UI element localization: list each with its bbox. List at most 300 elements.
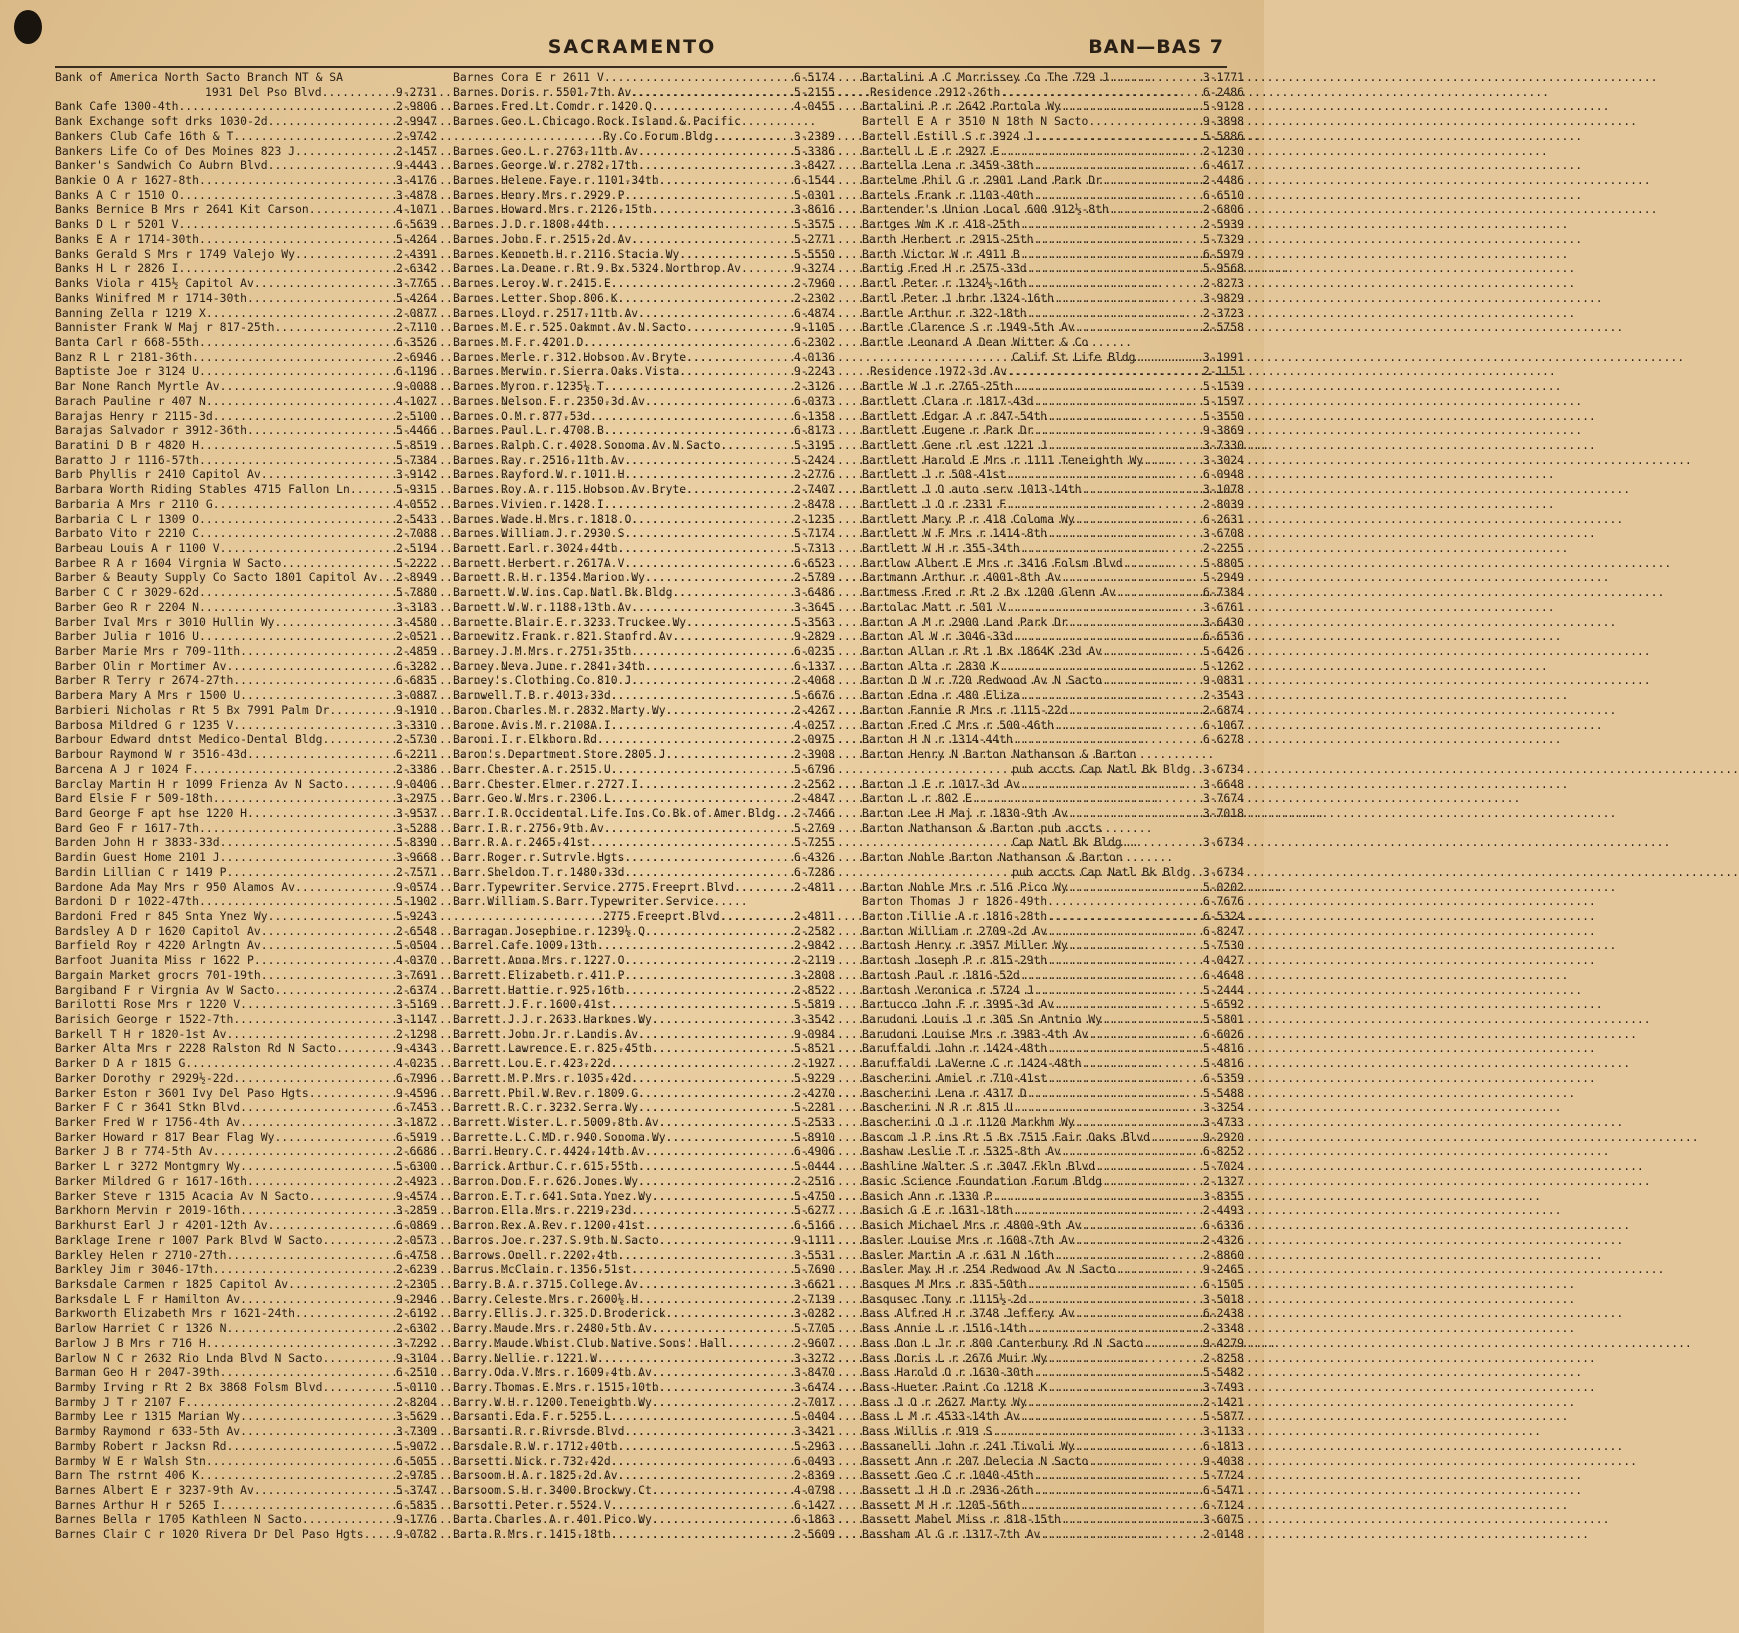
leader-dots [638,1174,794,1189]
leader-dots [226,1027,395,1042]
listing-name: Barnes Clair C r 1020 Rivera Dr Del Paso Hgts [55,1527,364,1542]
leader-dots [638,777,794,792]
listing-entry [55,1527,437,1542]
listing-name: Baratto J r 1116-57th [55,452,200,467]
phone-number: 2-4326 [1202,1232,1244,1247]
leader-dots [992,1424,1203,1439]
phone-number: 9-3274 [793,261,835,276]
listing-entry [55,306,437,321]
listing-name: Barnette Blair E r 3233 Truckee Wy [453,614,687,629]
leader-dots [233,1012,396,1027]
phone-number: 2-4486 [1202,173,1244,188]
listing-entry [55,1409,437,1424]
listing-entry [55,747,437,762]
phone-number: 5-1539 [1202,379,1244,394]
listing-entry [55,438,437,453]
phone-number: 2-7088 [395,526,437,541]
listing-name: Barbera Mary A Mrs r 1500 U [55,688,241,703]
leader-dots [226,865,395,880]
leader-dots [775,806,794,821]
listing-name: Barmby Raymond r 633-5th Av [55,1424,241,1439]
listing-entry [453,1336,835,1351]
phone-number: 6-1813 [1202,1438,1244,1453]
phone-number: 9-0088 [395,379,437,394]
phone-number: 5-2769 [793,820,835,835]
listing-name: Barfield Roy r 4220 Arlngtn Av [55,938,261,953]
listing-name: Barnes Henry Mrs r 2929 P [453,187,625,202]
listing-name: Barton Edna r 480 Eliza [862,688,1020,703]
leader-dots [1047,909,1203,924]
listing-name: Barmby J T r 2107 F [55,1394,186,1409]
listing-name: Barudoni Louis J r 305 Sn Antnio Wy [862,1012,1103,1026]
listing-entry [55,556,437,571]
leader-dots [199,364,396,379]
phone-number: 2-0521 [395,629,437,644]
listing-entry [55,1336,437,1351]
listing-name: Barton L r 802 E [862,791,972,806]
listing-entry [55,350,437,365]
listing-entry [862,791,1244,806]
listing-entry [453,747,835,762]
phone-number: 5-2281 [793,1100,835,1115]
listing-name: Bassett Ann r 207 Delecia N Sacto [862,1453,1089,1468]
listing-entry [862,570,1244,585]
listing-name: Bassett Mabel Miss r 818-15th [862,1512,1061,1527]
leader-dots [1075,1233,1203,1248]
phone-number: 5-7705 [793,1321,835,1336]
phone-number: 4-0235 [395,1056,437,1071]
listing-entry [862,1512,1244,1527]
listing-name: Bartender's Union Local 600 912½-8th [862,202,1109,217]
listing-name: Barton Fred C Mrs r 500-46th [862,717,1055,732]
listing-entry [55,526,437,541]
listing-name: Bartella Lena r 3459-38th [862,158,1034,173]
leader-dots [199,821,396,836]
leader-dots [240,688,396,703]
leader-dots [261,924,396,939]
listing-entry [453,1512,835,1527]
listing-name: Barrett J F r 1600-41st [453,997,611,1012]
listing-entry [453,1498,835,1513]
leader-dots [652,1321,794,1336]
listing-line: Barnes Geo L Chicago Rock Island & Pacific [453,114,742,129]
leader-dots [631,644,794,659]
phone-number: 5-7690 [793,1262,835,1277]
listing-entry [862,541,1244,556]
leader-dots [686,320,794,335]
phone-number: 5-3550 [1202,408,1244,423]
listing-name: Bartges Wm K r 418-25th [862,217,1020,232]
phone-number: 3-5169 [395,997,437,1012]
leader-dots [1054,291,1203,306]
listing-name: Bass Don L Jr r 800 Canterbury Rd N Sacto [862,1335,1144,1350]
listing-name: Barker Howard r 817 Bear Flag Wy [55,1129,275,1144]
listing-entry [55,1027,437,1042]
listing-entry [453,762,835,777]
listing-name: Bardoni D r 1022-47th [55,894,200,909]
leader-dots [247,423,396,438]
leader-dots [734,880,794,895]
leader-dots [631,600,794,615]
leader-dots [199,438,396,453]
leader-dots [645,570,794,585]
listing-name: Barbosa Mildred G r 1235 V [55,717,234,732]
listing-name: Barisich George r 1522-7th [55,1012,234,1026]
phone-number: 6-2302 [793,334,835,349]
listing-entry [862,762,1244,777]
leader-dots [240,1292,396,1307]
listing-name: Barajas Salvador r 3912-36th [55,423,248,438]
leader-dots [666,1306,794,1321]
listing-entry [862,247,1244,262]
listing-name: Bartlett J O auto serv 1013-14th [862,482,1082,497]
listing-name: Bar None Ranch Myrtle Av [55,379,220,394]
listing-entry [55,1071,437,1086]
listing-entry [862,997,1244,1012]
leader-dots [666,1130,794,1145]
listing-entry [453,202,835,217]
leader-dots [240,1115,396,1130]
listing-name: Barnett W W ins Cap Natl Bk Bldg [453,585,673,600]
leader-dots [1013,379,1203,394]
listing-entry [862,173,1244,188]
phone-number: 2-3386 [395,761,437,776]
listing-name: Barkell T H r 1820-1st Av [55,1026,227,1041]
leader-dots [1081,1056,1202,1071]
listing-name: Basques M Mrs r 835-50th [862,1276,1027,1291]
listing-name: Barnes La Deane r Rt 9 Bx 5324 Northrop Av [453,261,742,276]
listing-entry [453,909,835,924]
listing-name: Barnes Merwin r Sierra Oaks Vista [453,364,680,379]
listing-name: Barnes Nelson F r 2350-3d Av [453,393,646,408]
leader-dots [240,1409,396,1424]
listing-name: Bartell L E r 2927 E [862,143,1000,158]
listing-entry [453,1351,835,1366]
phone-number: 2-8258 [1202,1350,1244,1365]
listing-name: Bashline Walter S r 3047 Fkln Blvd [862,1159,1096,1174]
listing-name: Barber C C r 3029-62d [55,585,200,600]
listing-name: Bard Elsie F r 509-18th [55,791,213,806]
listing-name: 1931 Del Pso Blvd [205,84,322,99]
listing-name: Barton D W r 720 Redwood Av N Sacto [862,673,1103,688]
listing-entry [862,158,1244,173]
listing-entry [862,1056,1244,1071]
listing-entry [55,467,437,482]
leader-dots [1068,615,1203,630]
listing-name: Barry Oda V Mrs r 1609-4th Av [453,1365,652,1380]
phone-number: 5-5482 [1202,1365,1244,1380]
listing-name: Barnewitz Frank r 821 Stanfrd Av [453,629,673,644]
leader-dots [727,1336,794,1351]
phone-number: 3-7674 [1202,791,1244,806]
listing-entry [862,1027,1244,1042]
listing-entry [453,1056,835,1071]
leader-dots [268,1218,396,1233]
listing-entry [55,541,437,556]
listing-entry [862,306,1244,321]
phone-number: 5-0110 [395,1379,437,1394]
listing-name: Barton Thomas J r 1826-49th [862,894,1048,909]
listing-name: Bankie O A r 1627-8th [55,173,200,188]
phone-number: 9-4038 [1202,1453,1244,1468]
leader-dots [377,570,396,585]
leader-dots [713,129,794,144]
phone-number: 2-2562 [793,776,835,791]
leader-dots [659,1380,794,1395]
phone-number: 3-1991 [1202,349,1244,364]
listing-entry [453,1365,835,1380]
phone-number: 3-7292 [395,1335,437,1350]
listing-entry [55,1248,437,1263]
listing-name: Barber Geo R r 2204 N [55,599,200,614]
listing-entry [453,585,835,600]
city-title: SACRAMENTO [547,36,717,58]
leader-dots [611,1056,794,1071]
phone-number: 5-5886 [1202,128,1244,143]
leader-dots [972,791,1203,806]
phone-number: 5-7174 [793,526,835,541]
phone-number: 5-8519 [395,437,437,452]
leader-dots [1027,306,1203,321]
leader-dots [1075,320,1203,335]
listing-entry [862,1395,1244,1410]
listing-name: Basqusec Tony r 1115½-2d [862,1291,1027,1306]
phone-number: 6-4758 [395,1247,437,1262]
listing-entry [453,276,835,291]
leader-dots [624,953,793,968]
phone-number: 5-9229 [793,1070,835,1085]
listing-entry [862,1041,1244,1056]
phone-number: 2-2305 [395,1276,437,1291]
listing-entry [453,1262,835,1277]
leader-dots [199,629,396,644]
listing-name: Barrett John Jr r Landis Av [453,1026,639,1041]
phone-number: 2-9947 [395,114,437,129]
leader-dots [206,306,396,321]
phone-number: 4-0136 [793,349,835,364]
listing-entry [453,850,835,865]
phone-number: 6-5055 [395,1453,437,1468]
listing-name: Baratini D B r 4820 H [55,437,200,452]
listing-name: Banker's Sandwich Co Aubrn Blvd [55,158,268,173]
phone-number: 9-2731 [395,84,437,99]
phone-number: 2-8039 [1202,496,1244,511]
listing-name: Bartosh Paul r 1816-52d [862,967,1020,982]
phone-number: 2-8369 [793,1468,835,1483]
listing-entry [55,703,437,718]
listing-entry [453,1027,835,1042]
listing-name: Barnes George W r 2782-17th [453,158,639,173]
leader-dots [1007,364,1203,379]
listing-entry [862,1248,1244,1263]
phone-number: 5-3386 [793,143,835,158]
listing-name: Residence 2912-26th [870,84,1001,99]
listing-entry [453,1203,835,1218]
leader-dots [1088,1454,1203,1469]
listing-name: Baptiste Joe r 3124 U [55,364,200,379]
listing-entry [453,335,835,350]
listing-name: Barber Ival Mrs r 3010 Hullin Wy [55,614,275,629]
listing-name: Bascherini N R r 815 U [862,1100,1013,1115]
listing-name: Bartels Frank r 1103-40th [862,187,1034,202]
leader-dots [1020,1409,1203,1424]
phone-number: 9-0782 [395,1527,437,1542]
listing-entry [453,1115,835,1130]
phone-number: 2-3348 [1202,1321,1244,1336]
leader-dots [1013,1100,1203,1115]
listing-name: Barone Avis M r 2108A I [453,717,611,732]
leader-dots [686,482,794,497]
phone-number: 2-4267 [793,702,835,717]
phone-number: 2-8204 [395,1394,437,1409]
listing-name: Barr I R r 2756-9th Av [453,820,604,835]
leader-dots [1047,1380,1203,1395]
listing-name: Barsoom S H r 3400 Brockwy Ct [453,1483,652,1497]
leader-dots [199,600,396,615]
phone-number: 6-7124 [1202,1497,1244,1512]
phone-number: 2-8949 [395,570,437,585]
listing-entry [862,482,1244,497]
phone-number: 5-9315 [395,482,437,497]
listing-name: Banks E A r 1714-30th [55,231,200,246]
listing-name: Barnes Roy A r 115 Hobson Av Bryte [453,482,687,497]
listing-entry [453,1041,835,1056]
listing-entry [55,1380,437,1395]
leader-dots [295,1306,396,1321]
phone-number: 2-0975 [793,732,835,747]
listing-entry [453,556,835,571]
phone-number: 6-6536 [1202,629,1244,644]
listing-name: Barajas Henry r 2115-3d [55,408,213,423]
phone-number: 2-7110 [395,320,437,335]
listing-entry [55,232,437,247]
listing-name: Bass Harold O r 1630-30th [862,1365,1034,1380]
listing-entry [862,1321,1244,1336]
leader-dots [1013,629,1203,644]
phone-number: 3-6075 [1202,1512,1244,1527]
leader-dots [611,718,794,733]
leader-dots [604,379,794,394]
leader-dots [679,364,794,379]
listing-name: Barach Pauline r 407 N [55,393,206,408]
leader-dots [1068,938,1203,953]
phone-number: 2-0877 [395,305,437,320]
phone-number: 2-7017 [793,1394,835,1409]
phone-number: 3-6734 [1202,864,1244,879]
listing-name: Banks H L r 2826 I [55,261,179,276]
leader-dots [999,144,1203,159]
listing-entry [862,350,1244,365]
phone-number: 2-2302 [793,290,835,305]
listing-entry [862,953,1244,968]
phone-number: 3-3254 [1202,1100,1244,1115]
listing-entry [453,173,835,188]
leader-dots [999,659,1203,674]
phone-number: 5-5550 [793,246,835,261]
leader-dots [659,1233,794,1248]
listing-name: Barnett R H r 1354 Marion Wy [453,570,646,585]
listing-entry [862,688,1244,703]
leader-dots [1027,276,1203,291]
listing-name: Residence 1972-3d Av [870,364,1008,379]
phone-number: 3-5288 [395,820,437,835]
phone-number: 4-0552 [395,496,437,511]
leader-dots [364,1527,396,1542]
phone-number: 5-6676 [793,688,835,703]
listing-entry [55,188,437,203]
listing-entry [55,938,437,953]
listing-name: Bascherini Amiel r 710-41st [862,1070,1048,1085]
listing-name: Barry Thomas E Mrs r 1515-10th [453,1379,659,1394]
listing-entry [55,600,437,615]
listing-entry [55,482,437,497]
listing-name: Barsotti Peter r 5524 V [453,1497,611,1512]
leader-dots [1047,526,1203,541]
listing-entry [55,1203,437,1218]
listing-entry [55,1292,437,1307]
listing-entry [862,924,1244,939]
phone-number: 4-0370 [395,953,437,968]
listing-name: Barry Maude Mrs r 2480-5th Av [453,1321,652,1336]
listing-name: Barker L r 3272 Montgmry Wy [55,1159,241,1174]
listing-name: Bartell Estill S r 3924 J [862,128,1034,143]
listing-name: Bartosh Veronica r 5724 J [862,982,1034,997]
phone-number: 3-4176 [395,173,437,188]
leader-dots [322,85,396,100]
leader-dots [192,762,396,777]
listing-name: Bartle Clarence S r 1949-5th Av [862,320,1075,335]
listing-entry [55,129,437,144]
phone-number: 2-0573 [395,1232,437,1247]
listing-name: Bartosh Henry r 3957 Miller Wy [862,938,1068,953]
phone-number: 4-0455 [793,99,835,114]
listing-name: Barman Geo H r 2047-39th [55,1365,220,1380]
phone-number: 3-0282 [793,1306,835,1321]
listing-name: Barr Roger r Sutrvle Hgts [453,850,625,865]
phone-number: 9-4443 [395,158,437,173]
listing-name: Barry Maude Whist Club Native Sons' Hall [453,1335,728,1350]
leader-dots [199,335,396,350]
listing-name: Basich G E r 1631-18th [862,1203,1013,1218]
leader-dots [240,644,396,659]
listing-entry [862,880,1244,895]
listing-name: Barnett W W r 1188-13th Av [453,599,632,614]
listing-entry [862,983,1244,998]
listing-name: Barrett Hattie r 925-16th [453,982,625,997]
phone-number: 3-1078 [1202,482,1244,497]
listing-entry [55,1498,437,1513]
phone-number: 5-9072 [395,1438,437,1453]
listing-name: Barbour Raymond W r 3516-43d [55,747,248,762]
phone-number: 2-4811 [793,908,835,923]
leader-dots [226,1248,395,1263]
leader-dots [274,320,395,335]
listing-entry [862,276,1244,291]
leader-dots [741,261,794,276]
listing-entry [55,1056,437,1071]
leader-dots [1068,703,1203,718]
listing-name: Barth Herbert r 2915-25th [862,231,1034,246]
phone-number: 3-5018 [1202,1291,1244,1306]
phone-number: 3-9537 [395,805,437,820]
listing-entry [862,629,1244,644]
phone-number: 5-2949 [1202,570,1244,585]
listing-name: Barlow Harriet C r 1326 N [55,1321,227,1336]
leader-dots [652,1012,794,1027]
listing-entry [453,673,835,688]
phone-number: 9-1776 [395,1512,437,1527]
listing-entry [862,1292,1244,1307]
